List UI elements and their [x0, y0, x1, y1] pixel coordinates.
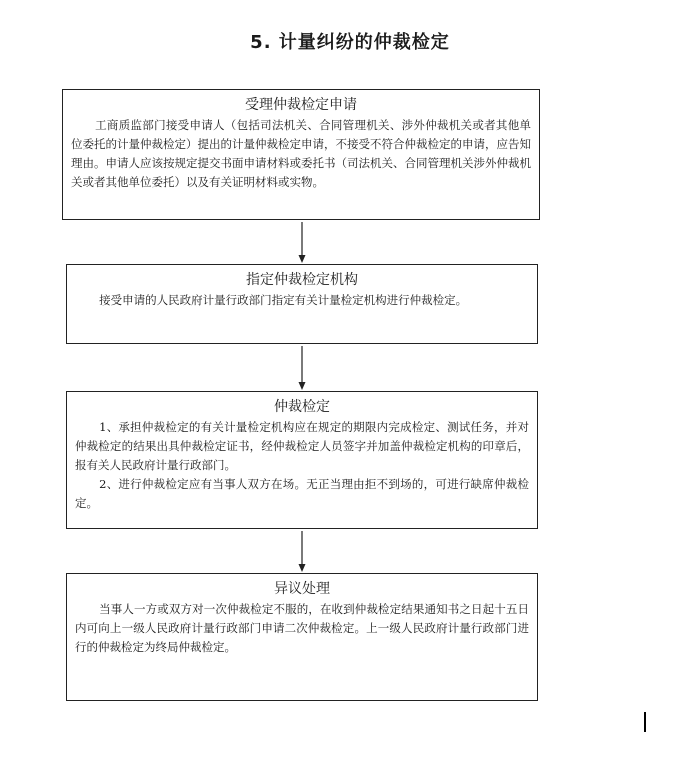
flow-arrow — [297, 531, 307, 573]
step-heading: 指定仲裁检定机构 — [246, 272, 358, 288]
step-description: 当事人一方或双方对一次仲裁检定不服的，在收到仲裁检定结果通知书之日起十五日内可向上一级人民政府计量行政部门申请二次仲裁检定。上一级人民政府计量行政部门进行的仲裁检定为终局仲裁检定。 — [75, 602, 529, 654]
text-cursor-mark — [644, 712, 646, 732]
flow-arrow — [297, 346, 307, 391]
step-heading: 异议处理 — [274, 581, 330, 597]
step-box-accept-application — [62, 89, 540, 220]
step-description: 1、承担仲裁检定的有关计量检定机构应在规定的期限内完成检定、测试任务，并对仲裁检定的结果出具仲裁检定证书，经仲裁检定人员签字并加盖仲裁检定机构的印章后，报有关人民政府计量行政部门。 — [75, 420, 529, 472]
step-description: 2、进行仲裁检定应有当事人双方在场。无正当理由拒不到场的，可进行缺席仲裁检定。 — [75, 477, 529, 510]
step-box-arbitration-verification — [66, 391, 538, 529]
step-heading: 仲裁检定 — [274, 399, 330, 415]
step-box-designate-institution — [66, 264, 538, 344]
step-box-objection-handling — [66, 573, 538, 701]
page-title: 5. 计量纠纷的仲裁检定 — [250, 32, 450, 53]
flow-arrow — [297, 222, 307, 264]
step-description: 工商质监部门接受申请人（包括司法机关、合同管理机关、涉外仲裁机关或者其他单位委托的计量仲裁检定）提出的计量仲裁检定申请，不接受不符合仲裁检定的申请，应告知理由。申请人应该按规定提交书面申请材料或委托书（司法机关、合同管理机关涉外仲裁机关或者其他单位委托）以及有关证明材料或实物。 — [71, 118, 531, 189]
step-heading: 受理仲裁检定申请 — [245, 97, 357, 113]
step-description: 接受申请的人民政府计量行政部门指定有关计量检定机构进行仲裁检定。 — [99, 293, 468, 307]
